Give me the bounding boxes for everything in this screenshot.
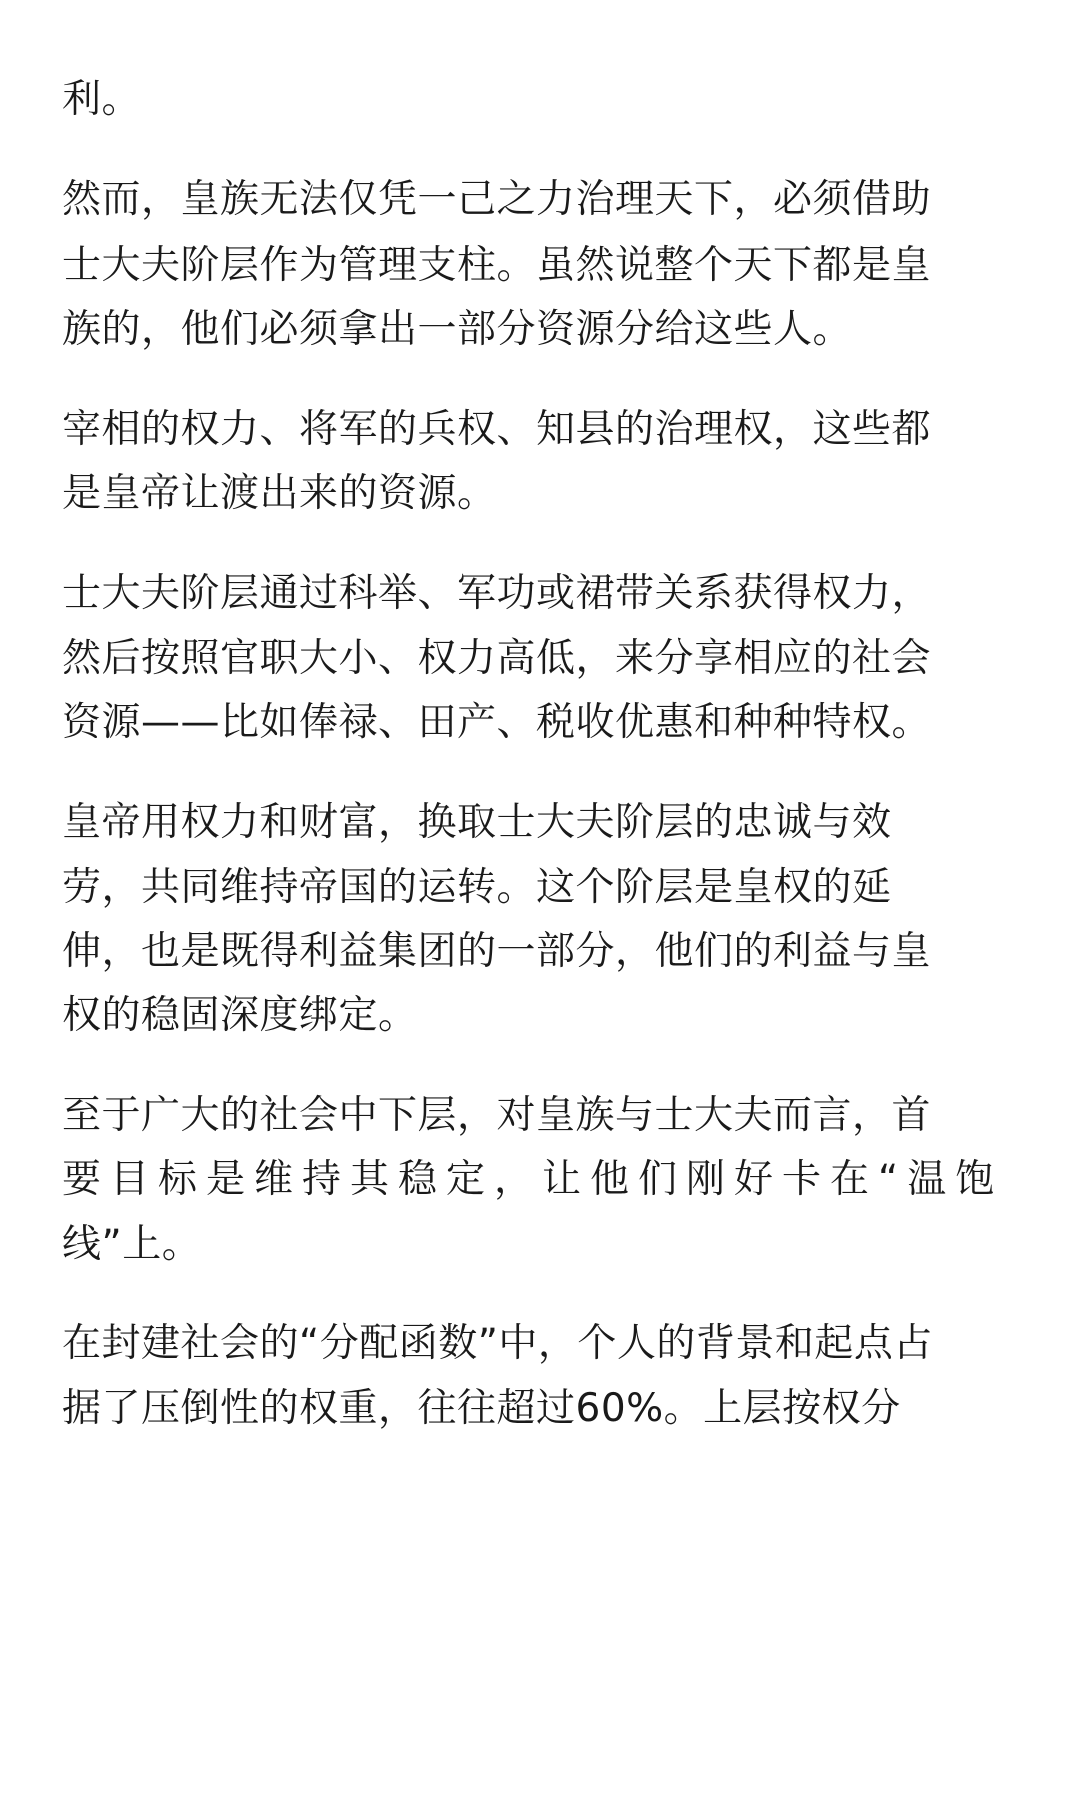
text-line: 在封建社会的“分配函数”中，个人的背景和起点占 — [62, 1321, 933, 1366]
text-line: 族的，他们必须拿出一部分资源分给这些人。 — [62, 307, 853, 352]
text-line: 士大夫阶层通过科举、军功或裙带关系获得权力， — [62, 571, 932, 616]
text-line: 至于广大的社会中下层，对皇族与士大夫而言，首 — [62, 1093, 932, 1138]
text-line: 伸，也是既得利益集团的一部分，他们的利益与皇 — [62, 929, 932, 974]
text-line: 据了压倒性的权重，往往超过60%。上层按权分 — [62, 1386, 901, 1431]
text-line: 士大夫阶层作为管理支柱。虽然说整个天下都是皇 — [62, 243, 932, 288]
text-line: 皇帝用权力和财富，换取士大夫阶层的忠诚与效 — [62, 800, 892, 845]
text-line: 劳，共同维持帝国的运转。这个阶层是皇权的延 — [62, 865, 892, 910]
text-line: 利。 — [62, 77, 142, 122]
text-line: 然后按照官职大小、权力高低，来分享相应的社会 — [62, 636, 932, 681]
text-line: 线”上。 — [62, 1222, 202, 1267]
text-line: 要目标是维持其稳定，让他们刚好卡在“温饱 — [62, 1157, 1004, 1202]
text-line: 然而，皇族无法仅凭一己之力治理天下，必须借助 — [62, 177, 932, 222]
text-line: 宰相的权力、将军的兵权、知县的治理权，这些都 — [62, 407, 932, 452]
text-line: 资源——比如俸禄、田产、税收优惠和种种特权。 — [62, 700, 932, 745]
text-line: 是皇帝让渡出来的资源。 — [62, 471, 497, 516]
text-line: 权的稳固深度绑定。 — [62, 993, 418, 1038]
